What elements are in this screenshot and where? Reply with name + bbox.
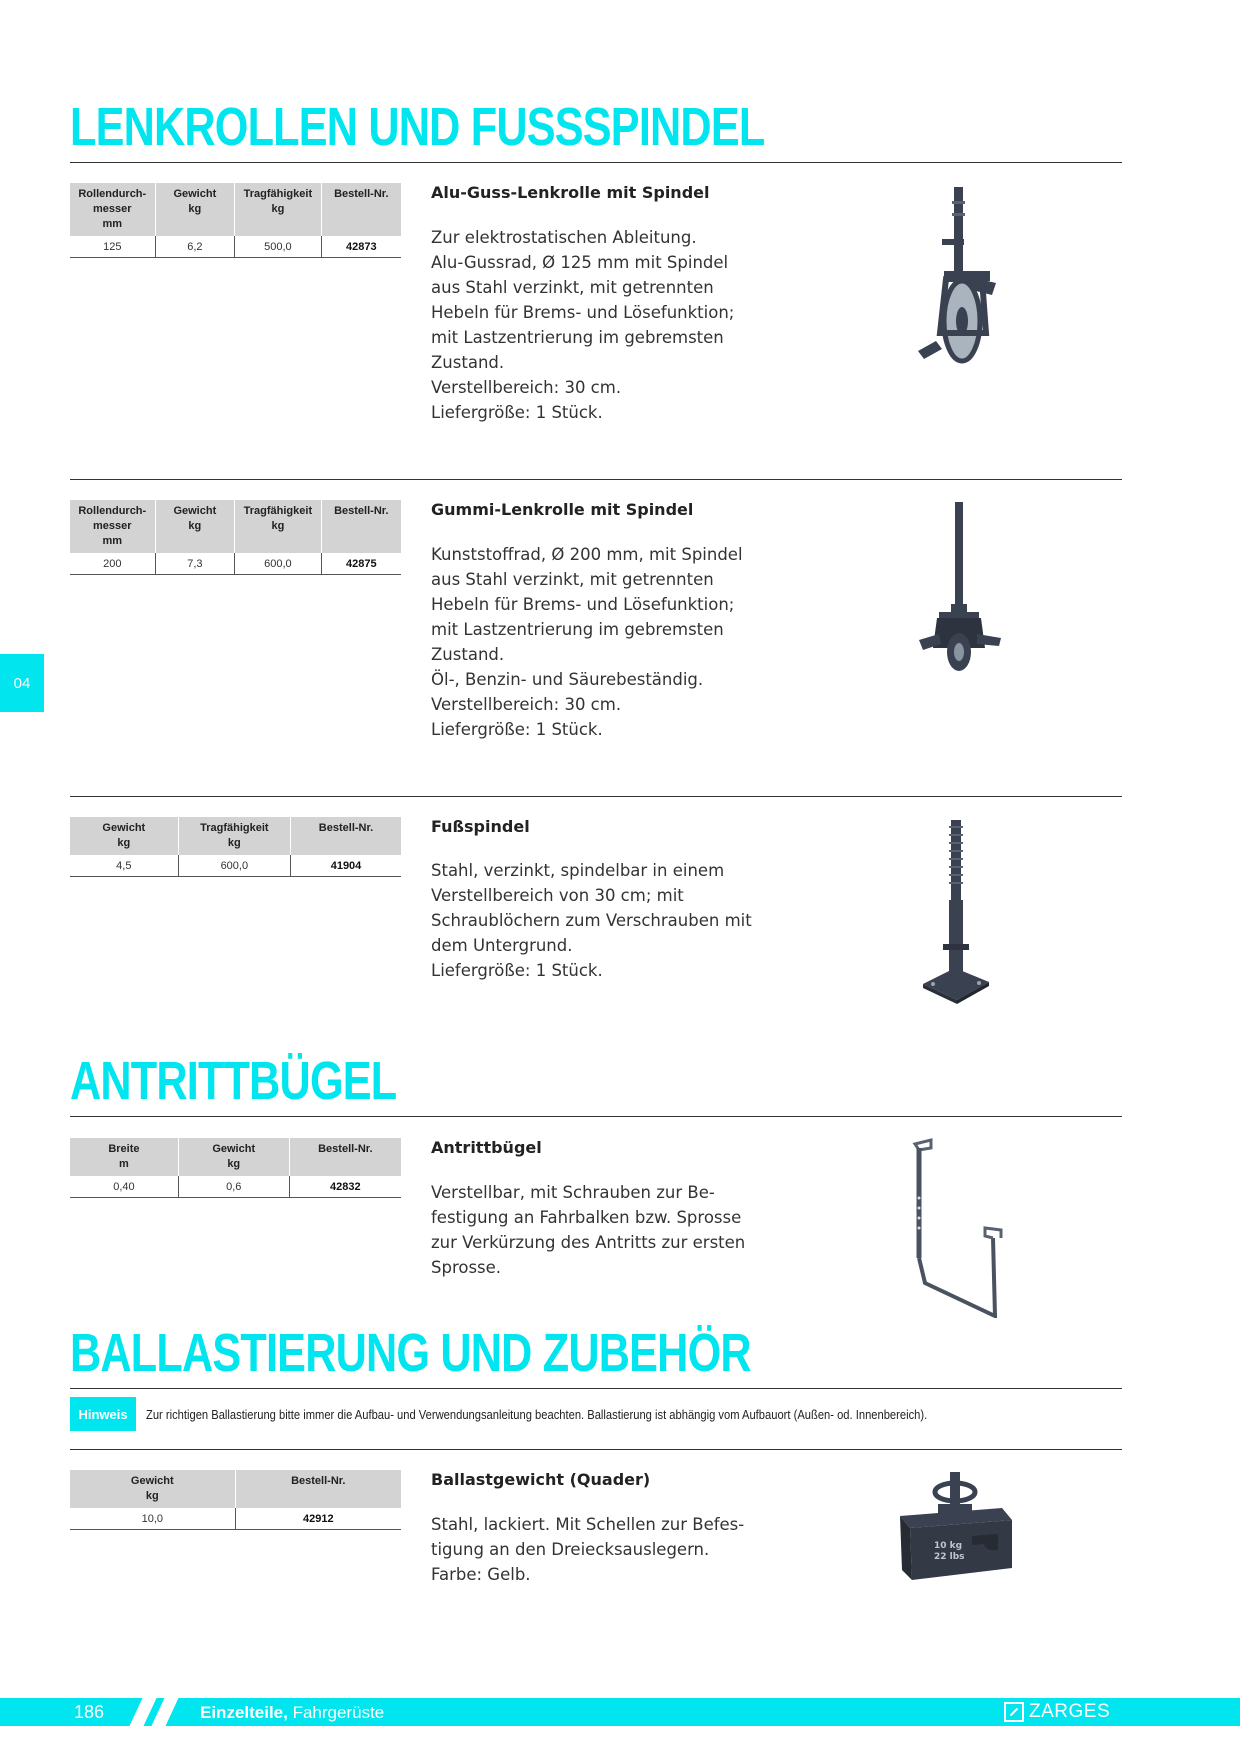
order-number: 42912	[235, 1508, 401, 1530]
table-row	[70, 1508, 401, 1530]
desc-line: Zustand.	[431, 645, 505, 664]
desc-line: festigung an Fahrbalken bzw. Sprosse	[431, 1208, 742, 1227]
desc-line: Verstellbereich: 30 cm.	[431, 378, 622, 397]
desc-line: aus Stahl verzinkt, mit getrennten	[431, 278, 714, 297]
spec-header: Tragfähigkeit kg	[178, 817, 290, 855]
product-desc-ballast	[431, 1512, 761, 1587]
product-title-gummi: Gummi-Lenkrolle mit Spindel	[431, 500, 694, 519]
desc-line: Stahl, lackiert. Mit Schellen zur Befes-	[431, 1515, 745, 1534]
product-desc-gummi	[431, 542, 761, 742]
product-title-ballast: Ballastgewicht (Quader)	[431, 1470, 651, 1489]
desc-line: Öl-, Benzin- und Säurebeständig.	[431, 670, 704, 689]
footer-title-bold: Einzelteile,	[200, 1703, 288, 1722]
table-row	[70, 236, 401, 258]
desc-line: Verstellbereich von 30 cm; mit	[431, 886, 684, 905]
spec-cell: 0,40	[70, 1176, 178, 1198]
desc-line: mit Lastzentrierung im gebremsten	[431, 328, 724, 347]
desc-line: Stahl, verzinkt, spindelbar in einem	[431, 861, 725, 880]
spec-cell: 4,5	[70, 855, 178, 877]
order-number: 42875	[321, 553, 401, 575]
section-rule	[70, 1388, 1122, 1389]
table-row	[70, 1176, 401, 1198]
footer-title-rest: Fahrgerüste	[287, 1703, 385, 1722]
spec-cell: 600,0	[178, 855, 290, 877]
spec-header: Rollendurch- messer mm	[70, 500, 155, 553]
desc-line: tigung an den Dreiecksauslegern.	[431, 1540, 710, 1559]
desc-line: Hebeln für Brems- und Lösefunktion;	[431, 595, 735, 614]
spec-cell: 7,3	[155, 553, 235, 575]
fussspindel-image	[915, 818, 995, 1008]
desc-line: Liefergröße: 1 Stück.	[431, 961, 603, 980]
spec-header: Gewicht kg	[70, 1470, 235, 1508]
desc-line: Verstellbereich: 30 cm.	[431, 695, 622, 714]
weight-label-lbs: 22 lbs	[934, 1552, 965, 1562]
antrittbuegel-image	[905, 1138, 1010, 1318]
hinweis-badge: Hinweis	[70, 1397, 136, 1431]
spec-header: Gewicht kg	[155, 500, 235, 553]
spec-header: Breite m	[70, 1138, 178, 1176]
product-title-antritt: Antrittbügel	[431, 1138, 542, 1157]
chapter-tab[interactable]	[0, 654, 44, 712]
footer-title	[200, 1703, 384, 1723]
spec-table-antritt	[70, 1138, 401, 1198]
desc-line: Verstellbar, mit Schrauben zur Be-	[431, 1183, 715, 1202]
desc-line: Kunststoffrad, Ø 200 mm, mit Spindel	[431, 545, 743, 564]
spec-table-ballast	[70, 1470, 401, 1530]
table-row	[70, 855, 401, 877]
spec-header: Gewicht kg	[70, 817, 178, 855]
table-row	[70, 553, 401, 575]
section-rule	[70, 1116, 1122, 1117]
spec-cell: 0,6	[178, 1176, 289, 1198]
spec-cell: 200	[70, 553, 155, 575]
section-title-ballast: BALLASTIERUNG UND ZUBEHÖR	[70, 1323, 751, 1383]
spec-header: Rollendurch- messer mm	[70, 183, 155, 236]
desc-line: Schraublöchern zum Verschrauben mit	[431, 911, 752, 930]
desc-line: Zur elektrostatischen Ableitung.	[431, 228, 697, 247]
order-number: 41904	[291, 855, 401, 877]
order-number: 42832	[289, 1176, 401, 1198]
spec-header: Gewicht kg	[178, 1138, 289, 1176]
desc-line: Hebeln für Brems- und Lösefunktion;	[431, 303, 735, 322]
spec-table-alu	[70, 183, 401, 258]
order-number: 42873	[321, 236, 401, 258]
ballast-weight-image	[898, 1470, 1018, 1585]
footer-bar	[0, 1698, 1240, 1726]
spec-header: Bestell-Nr.	[321, 183, 401, 236]
alu-caster-image	[910, 183, 1010, 378]
spec-table-gummi	[70, 500, 401, 575]
desc-line: mit Lastzentrierung im gebremsten	[431, 620, 724, 639]
desc-line: Alu-Gussrad, Ø 125 mm mit Spindel	[431, 253, 729, 272]
desc-line: Liefergröße: 1 Stück.	[431, 403, 603, 422]
page-number: 186	[74, 1702, 105, 1722]
zarges-logo	[1004, 1701, 1110, 1723]
product-desc-alu	[431, 225, 761, 425]
zarges-logo-icon	[1004, 1702, 1024, 1722]
desc-line: Zustand.	[431, 353, 505, 372]
product-rule	[70, 479, 1122, 480]
section-rule	[70, 162, 1122, 163]
product-rule	[70, 796, 1122, 797]
desc-line: Farbe: Gelb.	[431, 1565, 531, 1584]
spec-cell: 10,0	[70, 1508, 235, 1530]
gummi-caster-image	[915, 500, 1005, 675]
product-title-fuss: Fußspindel	[431, 817, 530, 836]
spec-cell: 600,0	[235, 553, 322, 575]
product-title-alu: Alu-Guss-Lenkrolle mit Spindel	[431, 183, 710, 202]
spec-header: Tragfähigkeit kg	[235, 500, 322, 553]
desc-line: Liefergröße: 1 Stück.	[431, 720, 603, 739]
weight-label-kg: 10 kg	[934, 1541, 963, 1551]
spec-cell: 125	[70, 236, 155, 258]
desc-line: dem Untergrund.	[431, 936, 573, 955]
footer-slash	[151, 1698, 178, 1726]
hinweis-rule	[70, 1449, 1122, 1450]
desc-line: Sprosse.	[431, 1258, 502, 1277]
product-desc-fuss	[431, 858, 761, 983]
spec-header: Gewicht kg	[155, 183, 235, 236]
section-title-antritt: ANTRITTBÜGEL	[70, 1051, 397, 1111]
section-title-lenkrollen: LENKROLLEN UND FUSSSPINDEL	[70, 97, 765, 157]
spec-header: Tragfähigkeit kg	[235, 183, 322, 236]
spec-header: Bestell-Nr.	[291, 817, 401, 855]
spec-table-fuss	[70, 817, 401, 877]
brand-name: ZARGES	[1029, 1701, 1111, 1722]
spec-cell: 6,2	[155, 236, 235, 258]
product-desc-antritt	[431, 1180, 761, 1280]
spec-header: Bestell-Nr.	[289, 1138, 401, 1176]
spec-header: Bestell-Nr.	[235, 1470, 401, 1508]
hinweis-text: Zur richtigen Ballastierung bitte immer die Aufbau- und Verwendungsanleitung beachten. Ballastierung ist abhängig vom Aufbauort (Außen- od. Innenbereich).	[146, 1407, 928, 1422]
spec-header: Bestell-Nr.	[321, 500, 401, 553]
chapter-tab-label: 04	[13, 674, 31, 692]
desc-line: zur Verkürzung des Antritts zur ersten	[431, 1233, 746, 1252]
spec-cell: 500,0	[235, 236, 322, 258]
desc-line: aus Stahl verzinkt, mit getrennten	[431, 570, 714, 589]
